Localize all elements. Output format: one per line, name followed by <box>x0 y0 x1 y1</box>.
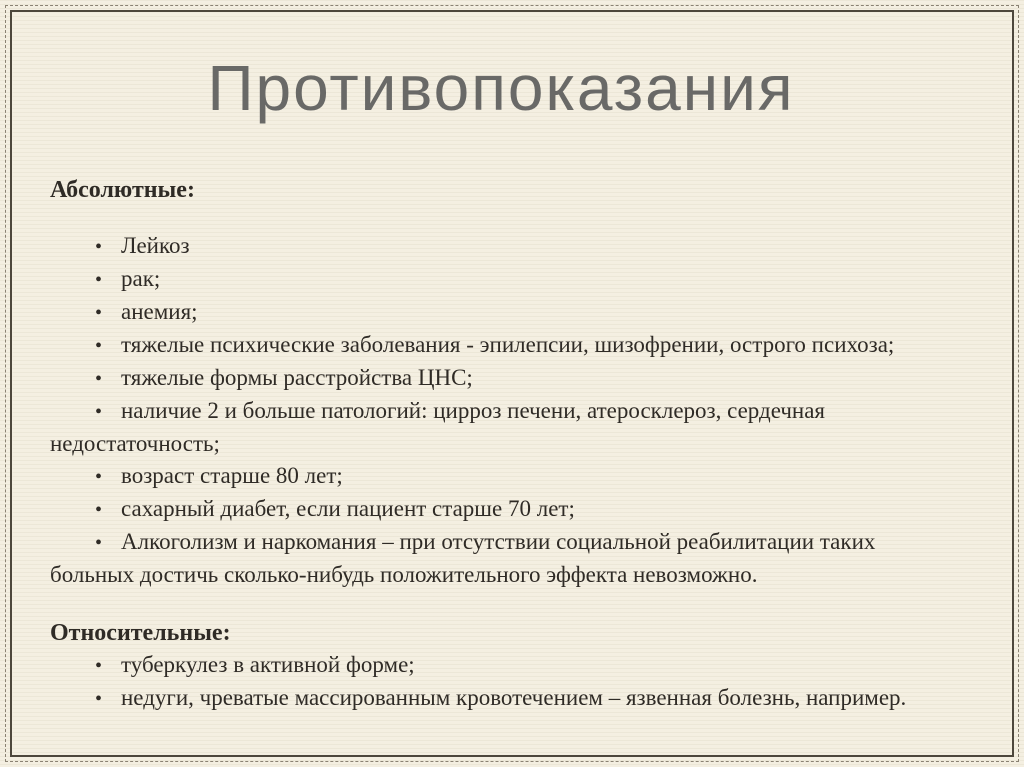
list-item-text: наличие 2 и больше патологий: цирроз печени, атеросклероз, сердечная недостаточность; <box>50 398 826 456</box>
list-item <box>50 649 952 682</box>
list-item <box>50 493 952 526</box>
bullet-icon: • <box>95 532 103 554</box>
list-item <box>50 296 952 329</box>
list-item-text: анемия; <box>121 299 198 324</box>
list-item-text: сахарный диабет, если пациент старше 70 лет; <box>121 496 575 521</box>
list-item <box>50 230 952 263</box>
list-item-text: возраст старше 80 лет; <box>121 463 343 488</box>
bullet-icon: • <box>95 236 103 258</box>
section-heading-absolute: Абсолютные: <box>50 177 195 203</box>
list-item <box>50 362 952 395</box>
bullet-icon: • <box>95 335 103 357</box>
list-relative <box>50 649 952 715</box>
bullet-icon: • <box>95 269 103 291</box>
slide-title: Противопоказания <box>207 52 795 124</box>
bullet-icon: • <box>95 302 103 324</box>
list-item-text: тяжелые психические заболевания - эпилепсии, шизофрении, острого психоза; <box>121 332 895 357</box>
list-item <box>50 395 952 460</box>
bullet-icon: • <box>95 655 103 677</box>
list-item-text: Лейкоз <box>121 233 190 258</box>
list-absolute <box>50 230 952 591</box>
list-item-text: недуги, чреватые массированным кровотечением – язвенная болезнь, например. <box>121 685 907 710</box>
list-item <box>50 263 952 296</box>
bullet-icon: • <box>95 368 103 390</box>
list-item-text: туберкулез в активной форме; <box>121 652 415 677</box>
list-item-text: Алкоголизм и наркомания – при отсутствии социальной реабилитации таких больных достичь сколько-нибудь положительного эффекта невозможно. <box>50 529 876 587</box>
list-item <box>50 329 952 362</box>
list-item <box>50 526 952 591</box>
bullet-icon: • <box>95 688 103 710</box>
list-item <box>50 682 952 715</box>
list-item <box>50 460 952 493</box>
list-item-text: рак; <box>121 266 161 291</box>
bullet-icon: • <box>95 499 103 521</box>
list-item-text: тяжелые формы расстройства ЦНС; <box>121 365 473 390</box>
section-heading-relative: Относительные: <box>50 620 231 646</box>
bullet-icon: • <box>95 401 103 423</box>
bullet-icon: • <box>95 466 103 488</box>
